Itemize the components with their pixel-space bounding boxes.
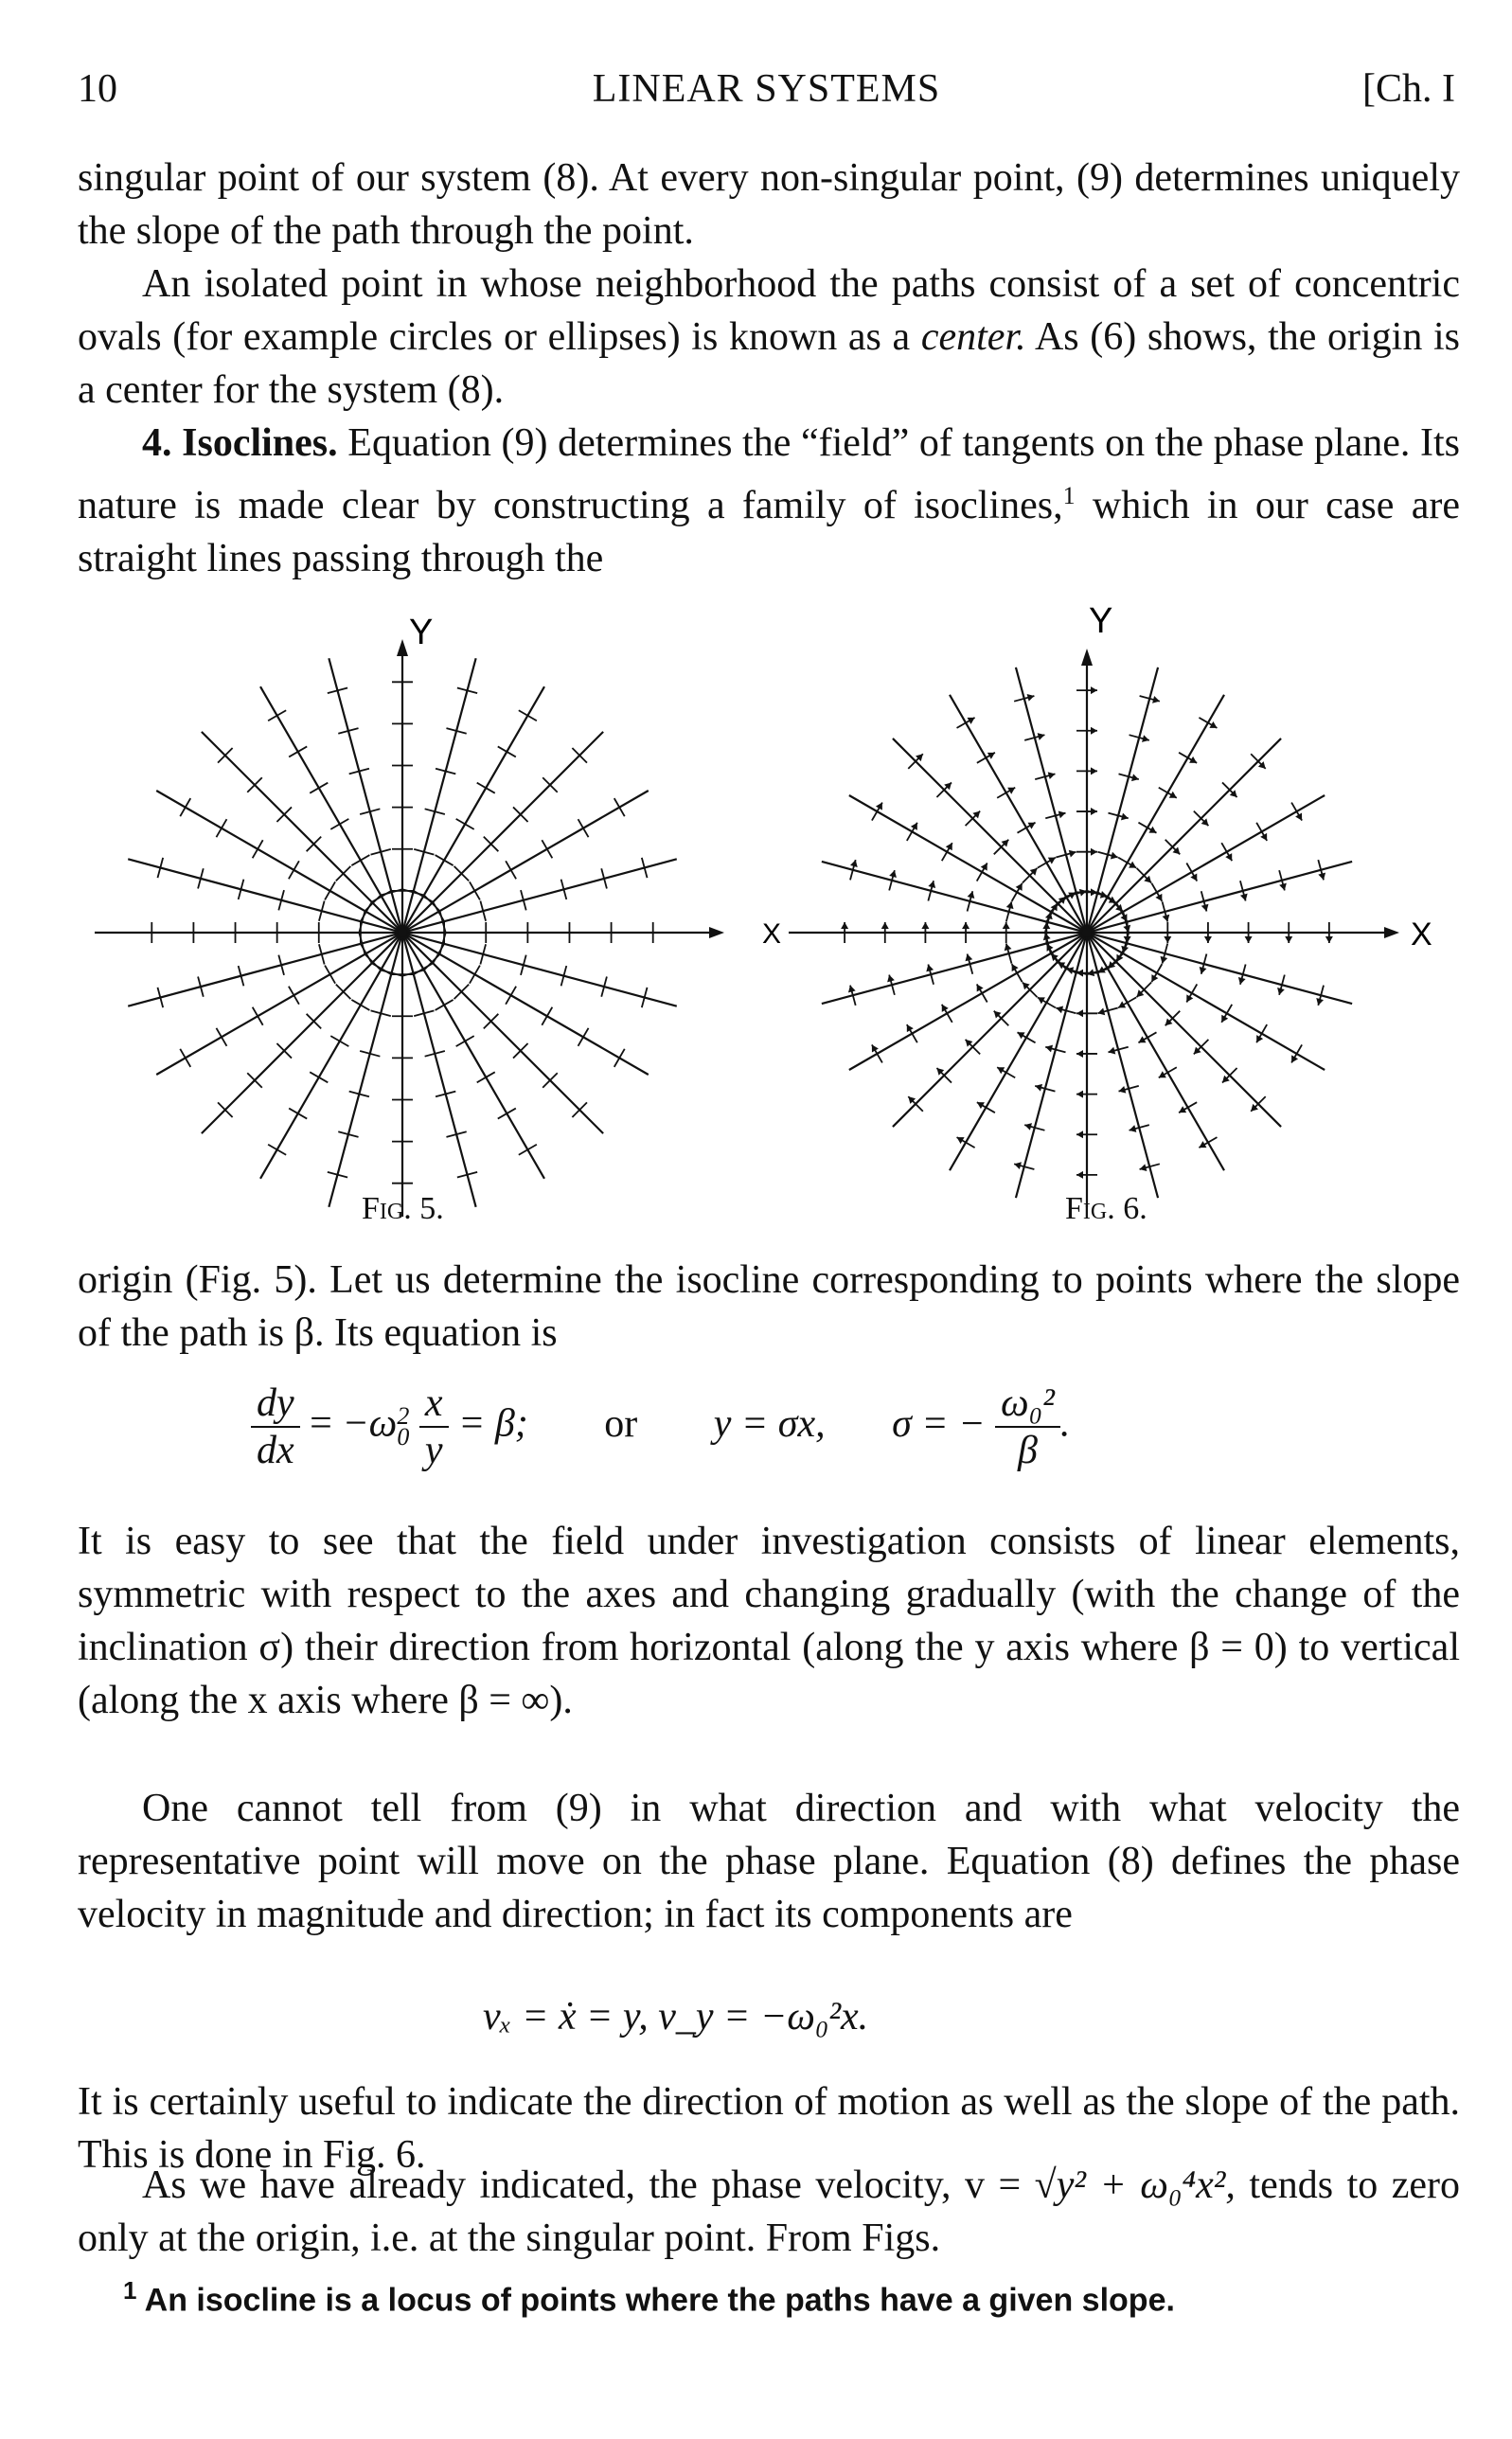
fig5-tick	[310, 1072, 328, 1082]
fig6-arrowhead	[1131, 774, 1139, 781]
paragraph-2	[78, 258, 1460, 417]
fig6-arrowhead	[1076, 1130, 1083, 1138]
fig6-arrowhead	[1091, 848, 1097, 856]
fig6-arrowhead	[1200, 967, 1207, 974]
paragraph-8: As we have already indicated, the phase velocity, v = √y² + ω₀⁴x², tends to zero only at the origin, i.e. at the singular point. From Figs.	[78, 2163, 1461, 2260]
page-number: 10	[78, 67, 117, 111]
p2-text-b: As (6) shows, the origin is a center for the system (8).	[78, 315, 1461, 412]
fig5-tick	[289, 987, 299, 1005]
fig6-arrowhead	[1048, 772, 1056, 779]
fig5-y-arrow	[397, 639, 408, 656]
chapter-label: [Ch. I	[1362, 67, 1455, 111]
fig6-arrowhead	[1142, 735, 1149, 742]
fig6-arrowhead	[1318, 873, 1325, 881]
fig6-x-label: X	[1411, 917, 1432, 952]
fig6-arrowhead	[1024, 1123, 1032, 1130]
fig5-tick	[289, 861, 299, 879]
fig6-arrowhead	[1111, 852, 1118, 860]
fig6-arrowhead	[1163, 915, 1170, 922]
fig6-arrowhead	[1045, 1045, 1053, 1053]
p2-text-a: An isolated point in whose neighborhood the paths consist of a set of concentric ovals (for example circles or ellipses) is known as a	[78, 262, 1460, 359]
fig6-arrowhead	[1152, 696, 1160, 703]
fig5-tick	[542, 840, 552, 858]
fig6-arrowhead	[1058, 811, 1066, 819]
figure-5-caption: Fig. 5.	[362, 1191, 444, 1226]
fig5-tick	[330, 819, 348, 829]
fig6-arrowhead	[1201, 904, 1209, 912]
fig6-arrowhead	[962, 922, 969, 929]
paragraph-6: One cannot tell from (9) in what direction and with what velocity the representative point will move on the phase plane. Equation (8) defines the phase velocity in magnitude and direction; in fact its components are	[78, 1787, 1460, 1936]
fig6-arrowhead	[1003, 922, 1010, 929]
fig6-arrowhead	[1006, 901, 1014, 909]
fig6-arrowhead	[850, 860, 858, 867]
fig6-arrowhead	[1076, 1091, 1083, 1098]
paragraph-5: It is easy to see that the field under investigation consists of linear elements, symmetric with respect to the axes and changing gradually (with the change of the inclination σ) their direction from horizontal (along the y axis where β = 0) to vertical (along the x axis where β = ∞).	[78, 1520, 1460, 1722]
p3-text-b: which in our case are straight lines passing through the	[78, 484, 1460, 580]
footnote	[123, 2276, 1175, 2319]
fig5-tick	[330, 1036, 348, 1046]
fig5-tick	[216, 819, 226, 837]
paragraph-3	[78, 417, 1460, 585]
fig5-tick	[268, 1145, 286, 1155]
velocity-sqrt-expression: √y² + ω₀⁴x²,	[1034, 2163, 1236, 2207]
fig6-arrowhead	[1069, 850, 1076, 858]
fig5-tick	[498, 746, 516, 757]
fig6-arrowhead	[1091, 727, 1097, 735]
fig6-arrowhead	[1277, 988, 1285, 995]
fig6-arrowhead	[1121, 813, 1129, 821]
fig5-origin	[398, 928, 407, 937]
fig5-tick	[180, 1049, 190, 1067]
fig6-x-arrow	[1384, 927, 1399, 938]
fig5-tick	[614, 798, 625, 816]
fig6-y-label: Y	[1089, 601, 1113, 641]
fig6-arrowhead	[968, 891, 975, 899]
fig5-tick	[289, 746, 307, 757]
paragraph-4: origin (Fig. 5). Let us determine the isocline corresponding to points where the slope of the path is β. Its equation is	[78, 1258, 1460, 1355]
fig5-tick	[578, 1028, 589, 1046]
paragraph-7: It is certainly useful to indicate the direction of motion as well as the slope of the path. This is done in Fig. 6.	[78, 2080, 1460, 2177]
equation-isocline: $\frac{dy}{dx}$ = −ω 2 0 $\frac{x}{y}$ = β; or y = σx, σ = − $\frac{\text{ω₀²}}{\beta}$ .	[251, 1380, 1070, 1473]
fig6-arrowhead	[1035, 1084, 1042, 1092]
fig6-arrowhead	[889, 870, 897, 878]
fig6-arrowhead	[1076, 1009, 1083, 1017]
fig5-tick	[614, 1049, 625, 1067]
fig5-tick	[289, 1109, 307, 1119]
fig5-tick	[216, 1028, 226, 1046]
fig5-tick	[268, 710, 286, 721]
fig6-arrowhead	[1091, 686, 1097, 694]
fig6-arrowhead	[881, 922, 889, 929]
fig6-arrowhead	[928, 881, 935, 888]
fig6-y-arrow	[1081, 649, 1093, 666]
fig6-arrowhead	[1204, 936, 1212, 943]
fig6-arrowhead	[1160, 956, 1167, 964]
section-heading: Isoclines.	[182, 421, 338, 465]
fig5-tick	[351, 855, 369, 865]
footnote-marker: 1	[123, 2276, 137, 2305]
p3-text-a: Equation (9) determines the “field” of tangents on the phase plane. Its nature is made clear by constructing a family of isoclines,	[78, 421, 1461, 527]
fig5-tick	[578, 819, 589, 837]
footnote-ref: 1	[1062, 482, 1076, 509]
fig6-arrowhead	[1119, 1086, 1127, 1094]
section-number: 4.	[142, 421, 172, 465]
fig6-arrowhead	[887, 975, 895, 983]
footnote-text: An isocline is a locus of points where the paths have a given slope.	[144, 2282, 1175, 2319]
fig6-arrowhead	[1279, 883, 1287, 891]
figure-5-isoclines	[57, 606, 782, 1193]
figure-6-direction-field	[757, 601, 1439, 1193]
fig6-arrowhead	[1076, 1050, 1083, 1058]
paragraph-1: singular point of our system (8). At every non-singular point, (9) determines uniquely the slope of the path through the point.	[78, 156, 1460, 253]
fig5-tick	[325, 881, 335, 899]
fig6-arrowhead	[1056, 1006, 1063, 1013]
fig5-tick	[542, 1007, 552, 1025]
running-title: LINEAR SYSTEMS	[592, 67, 941, 111]
fig5-x-arrow	[709, 927, 724, 938]
fig5-tick	[456, 1036, 474, 1046]
fig6-arrowhead	[1097, 1008, 1105, 1016]
fig6-arrowhead	[1076, 1171, 1083, 1179]
fig6-arrowhead	[1130, 1125, 1137, 1132]
fig5-x-label: X	[762, 918, 782, 950]
fig6-arrowhead	[1005, 943, 1012, 951]
eq-omega-over-beta: $\frac{\text{ω₀²}}{\beta}$	[995, 1380, 1060, 1473]
fig6-arrowhead	[1245, 936, 1253, 943]
fig6-arrowhead	[841, 922, 848, 929]
fig6-arrowhead	[1240, 894, 1248, 901]
fig6-arrowhead	[921, 922, 929, 929]
equation-velocity-components: vₓ = ẋ = y, v_y = −ω₀²x.	[483, 1995, 869, 2038]
eq-dy-dx: $\frac{dy}{dx}$	[251, 1380, 300, 1473]
fig5-tick	[506, 861, 516, 879]
figure-6-caption: Fig. 6.	[1065, 1191, 1147, 1226]
fig6-arrowhead	[1038, 733, 1045, 740]
fig5-tick	[436, 1000, 454, 1010]
fig5-tick	[310, 783, 328, 793]
fig5-tick	[351, 1000, 369, 1010]
fig5-tick	[519, 710, 537, 721]
fig6-arrowhead	[1325, 936, 1333, 943]
fig5-tick	[470, 966, 480, 984]
fig5-tick	[180, 798, 190, 816]
fig6-arrowhead	[1316, 998, 1324, 1006]
fig6-arrowhead	[1027, 694, 1035, 702]
fig5-tick	[519, 1145, 537, 1155]
eq-x-over-y: $\frac{x}{y}$	[419, 1380, 449, 1473]
fig5-tick	[456, 819, 474, 829]
fig5-tick	[477, 783, 495, 793]
fig6-arrowhead	[1140, 1164, 1147, 1171]
fig6-arrowhead	[966, 953, 973, 961]
fig6-arrowhead	[1164, 936, 1171, 943]
running-header	[78, 66, 1455, 119]
fig6-arrowhead	[1285, 936, 1292, 943]
fig5-tick	[253, 840, 263, 858]
fig6-arrowhead	[1014, 1162, 1022, 1169]
fig6-arrowhead	[1091, 767, 1097, 774]
p2-center-term: center.	[920, 315, 1026, 359]
fig5-tick	[325, 966, 335, 984]
fig5-tick	[253, 1007, 263, 1025]
fig6-arrowhead	[1108, 1047, 1115, 1055]
fig5-y-label: Y	[409, 613, 434, 652]
fig5-tick	[498, 1109, 516, 1119]
fig5-tick	[477, 1072, 495, 1082]
fig6-origin	[1082, 928, 1092, 937]
fig6-arrowhead	[1238, 977, 1246, 985]
fig5-tick	[470, 881, 480, 899]
fig5-tick	[436, 855, 454, 865]
fig6-arrowhead	[926, 965, 934, 972]
fig6-arrowhead	[848, 986, 856, 993]
fig5-tick	[506, 987, 516, 1005]
fig6-arrowhead	[1091, 808, 1097, 815]
